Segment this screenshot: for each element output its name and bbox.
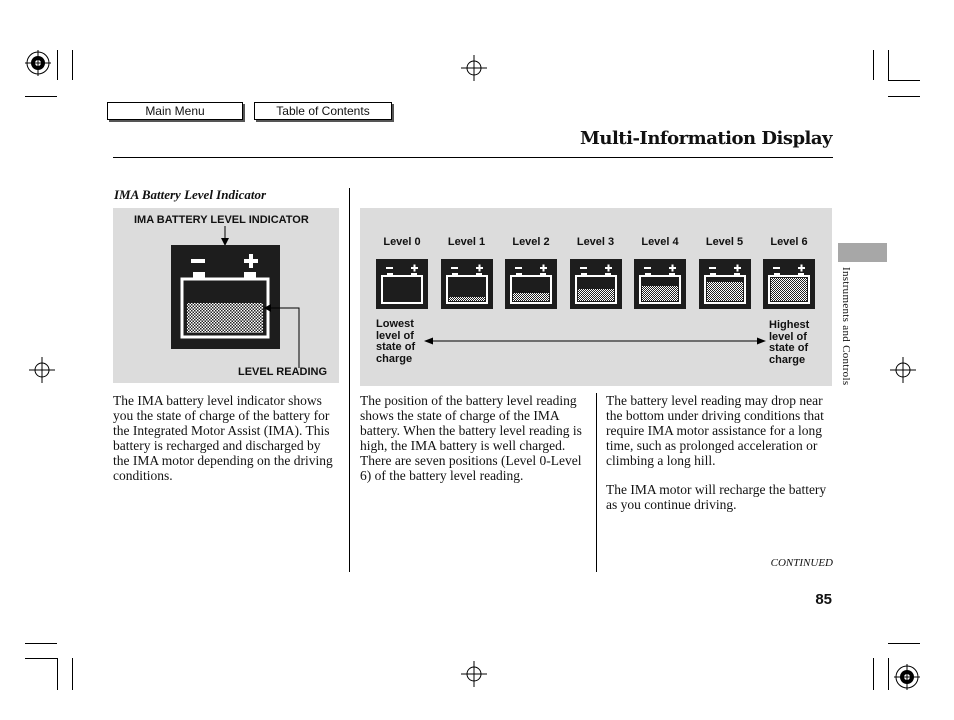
column-divider [596,393,597,572]
page-number: 85 [815,591,832,608]
body-paragraph: The battery level reading may drop near the bottom under driving conditions that require IMA motor assistance for a long time, such as prolonged acceleration or climbing a long hill. [606,393,824,468]
level-label: Level 0 [383,236,421,248]
crosshair-mark-icon [461,55,487,81]
registration-mark-icon [25,50,51,76]
body-column-1 [113,393,340,497]
figure-caption-indicator: IMA BATTERY LEVEL INDICATOR [134,214,309,226]
crop-mark [888,80,920,81]
level-label: Level 6 [770,236,808,248]
crop-mark [25,643,57,644]
table-of-contents-button[interactable]: Table of Contents [254,102,392,120]
body-paragraph: The IMA motor will recharge the battery as you continue driving. [606,482,827,512]
continued-note: CONTINUED [770,557,833,569]
lowest-label-line: charge [376,352,413,365]
level-label: Level 1 [447,236,486,248]
battery-indicator-illustration [113,208,339,383]
crop-mark [72,50,73,80]
chapter-label: Instruments and Controls [840,267,852,386]
crop-mark [72,658,73,690]
crop-mark [873,658,874,690]
figure-caption-level-reading: LEVEL READING [238,366,328,378]
title-divider [113,157,833,158]
level-label: Level 3 [576,236,615,248]
main-menu-button[interactable]: Main Menu [107,102,243,120]
battery-level-icon [699,259,751,309]
body-column-3 [606,393,833,526]
crosshair-mark-icon [890,357,916,383]
battery-level-icon [505,259,557,309]
level-label: Level 5 [705,236,744,248]
highest-label-line: state of [769,342,809,354]
crop-mark [25,96,57,97]
crop-mark [888,50,889,80]
crop-mark [888,658,889,690]
highest-charge-label [769,320,809,366]
crop-mark [888,96,920,97]
crop-mark [25,658,57,659]
column-divider [349,188,350,572]
section-heading: IMA Battery Level Indicator [114,187,267,202]
level-label: Level 2 [512,236,550,248]
crop-mark [57,658,58,690]
battery-level-icon [634,259,686,309]
highest-label-line: charge [769,353,806,366]
body-column-2 [360,393,586,497]
lowest-label-line: Lowest [376,318,414,330]
battery-level-icon [763,259,815,309]
crop-mark [888,643,920,644]
battery-level-icon [570,259,622,309]
body-paragraph: The position of the battery level reading shows the state of charge of the IMA battery. When the battery level reading is high, the IMA battery is well charged. There are seven positions (Level 0-Level 6) of the battery level reading. [360,393,582,483]
battery-level-icon [376,259,428,309]
body-paragraph: The IMA battery level indicator shows you the state of charge of the battery for the Integrated Motor Assist (IMA). This battery is recharged and discharged by the IMA motor depending on the driving conditions. [113,393,333,483]
charge-range-arrow [424,335,766,347]
highest-label-line: Highest [769,319,810,331]
crosshair-mark-icon [461,661,487,687]
crosshair-mark-icon [29,357,55,383]
lowest-label-line: state of [376,341,416,353]
crop-mark [873,50,874,80]
lowest-charge-label [376,319,415,365]
highest-label-line: level of [769,330,807,343]
registration-mark-icon [894,664,920,690]
lowest-label-line: level of [376,329,414,342]
crop-mark [57,50,58,80]
battery-level-icon [441,259,493,309]
level-label: Level 4 [641,236,679,248]
page-title: Multi-Information Display [579,128,832,149]
chapter-tab [838,243,887,262]
